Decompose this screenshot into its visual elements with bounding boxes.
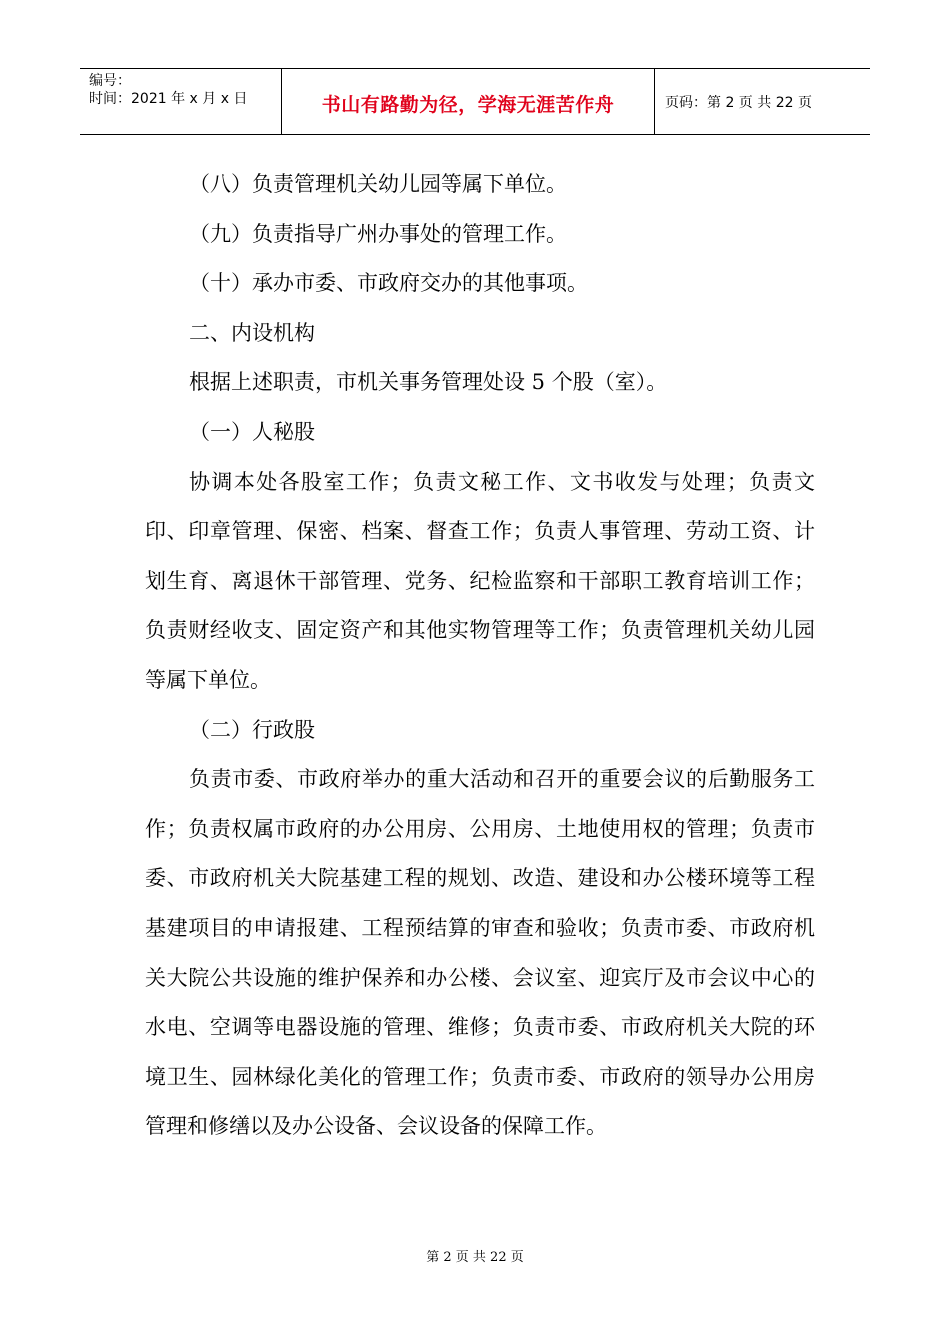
- header-page-cell: [655, 69, 870, 134]
- document-number-label: 编号：: [89, 73, 131, 89]
- subsection-heading: （二）行政股: [189, 717, 315, 742]
- header-motto: 书山有路勤为径，学海无涯苦作舟: [321, 94, 615, 116]
- header-meta-cell: [80, 69, 282, 134]
- paragraph: （十）承办市委、市政府交办的其他事项。: [189, 271, 588, 296]
- document-header: [80, 68, 870, 135]
- page-footer: 第 2 页 共 22 页: [426, 1250, 524, 1265]
- paragraph: （八）负责管理机关幼儿园等属下单位。: [189, 172, 567, 196]
- header-page-info: 页码：第 2 页 共 22 页: [665, 94, 812, 111]
- paragraph: 根据上述职责，市机关事务管理处设 5 个股（室）。: [189, 370, 668, 395]
- document-body: [145, 160, 815, 1152]
- subsection-heading: （一）人秘股: [189, 419, 315, 444]
- paragraph: （九）负责指导广州办事处的管理工作。: [189, 221, 567, 246]
- paragraph: 协调本处各股室工作；负责文秘工作、文书收发与处理；负责文印、印章管理、保密、档案、督查工作；负责人事管理、劳动工资、计划生育、离退休干部管理、党务、纪检监察和干部职工教育培训工作；负责财经收支、固定资产和其他实物管理等工作；负责管理机关幼儿园等属下单位。: [145, 469, 815, 692]
- section-heading: 二、内设机构: [189, 320, 315, 345]
- paragraph: 负责市委、市政府举办的重大活动和召开的重要会议的后勤服务工作；负责权属市政府的办公用房、公用房、土地使用权的管理；负责市委、市政府机关大院基建工程的规划、改造、建设和办公楼环境等工程基建项目的申请报建、工程预结算的审查和验收；负责市委、市政府机关大院公共设施的维护保养和办公楼、会议室、迎宾厅及市会议中心的水电、空调等电器设施的管理、维修；负责市委、市政府机关大院的环境卫生、园林绿化美化的管理工作；负责市委、市政府的领导办公用房管理和修缮以及办公设备、会议设备的保障工作。: [145, 767, 815, 1139]
- document-time-label: 时间：2021 年 x 月 x 日: [89, 91, 248, 107]
- header-motto-cell: [282, 69, 655, 134]
